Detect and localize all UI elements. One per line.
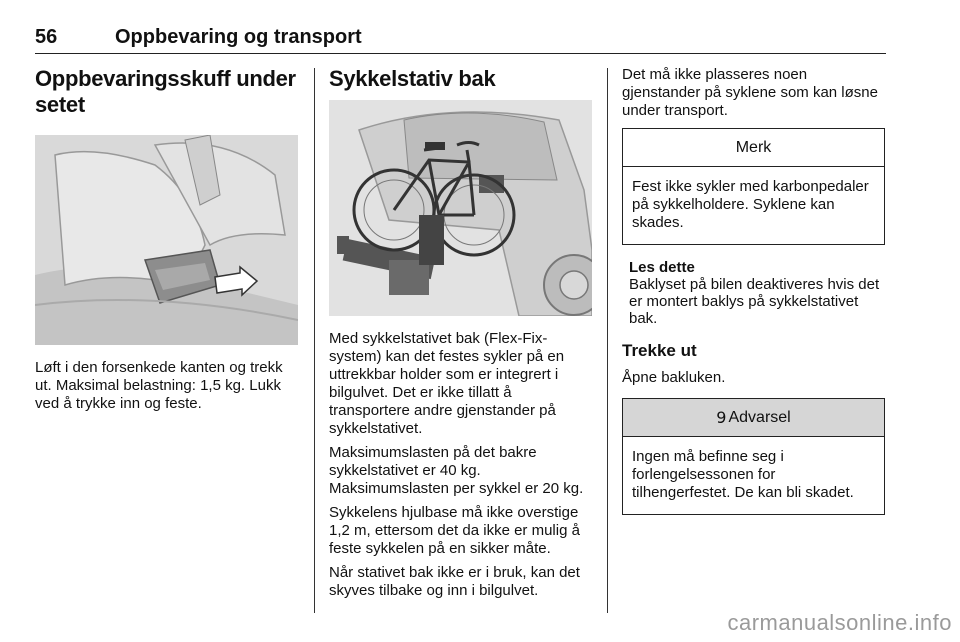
caution-body: Baklyset på bilen deaktiveres hvis det er montert baklys på sykkelstativet bak.: [629, 276, 880, 327]
bike-rack-max-load: Maksimumslasten på det bakre sykkelstativet er 40 kg. Maksimumslasten per sykkel er 20 kg.: [329, 444, 584, 497]
storage-instructions: Løft i den forsenkede kanten og trekk ut. Maksimal belastning: 1,5 kg. Lukk ved å trykke inn og feste.: [35, 359, 283, 412]
page-number: 56: [35, 26, 58, 48]
section-title-bike-rack: Sykkelstativ bak: [329, 66, 496, 91]
warning-box: [622, 398, 885, 515]
column-storage-drawer: [35, 66, 300, 413]
column-bike-rack-cont: [622, 66, 887, 515]
column-divider-1: [314, 68, 315, 613]
seat-drawer-illustration: [35, 135, 298, 345]
open-tailgate-step: Åpne bakluken.: [622, 369, 726, 386]
bike-rack-wheelbase: Sykkelens hjulbase må ikke overstige 1,2 m, ettersom det da ikke er mulig å feste sykkelen på en sikker måte.: [329, 504, 580, 557]
warning-triangle-icon: 9: [716, 408, 727, 427]
column-bike-rack: [329, 66, 594, 600]
bike-rack-description: Med sykkelstativet bak (Flex-Fix-system) kan det festes sykler på en uttrekkbar holder som er integrert i bilgulvet. Det er ikke tillatt å transportere andre gjenstander på sykkelstativet.: [329, 330, 565, 437]
warning-box-heading: [623, 399, 884, 437]
watermark: carmanualsonline.info: [727, 610, 952, 635]
note-box-body: Fest ikke sykler med karbonpedaler på sykkelholdere. Syklene kan skades.: [632, 178, 869, 231]
warning-heading-label: Advarsel: [728, 408, 791, 426]
bike-rack-retract: Når stativet bak ikke er i bruk, kan det skyves tilbake og inn i bilgulvet.: [329, 564, 580, 599]
column-divider-2: [607, 68, 608, 613]
page-header: [35, 26, 886, 54]
caution-heading: Les dette: [629, 259, 695, 276]
bike-rack-illustration: [329, 100, 592, 316]
subsection-extend: Trekke ut: [622, 341, 697, 360]
note-box-heading: Merk: [623, 129, 884, 167]
warning-box-body: Ingen må befinne seg i forlengelsessonen for tilhengerfestet. De kan bli skadet.: [632, 448, 854, 501]
loose-objects-warning: Det må ikke plasseres noen gjenstander på syklene som kan løsne under transport.: [622, 66, 878, 119]
note-box: [622, 128, 885, 245]
running-title: Oppbevaring og transport: [115, 26, 362, 48]
section-title-storage: Oppbevaringsskuff under setet: [35, 66, 296, 117]
